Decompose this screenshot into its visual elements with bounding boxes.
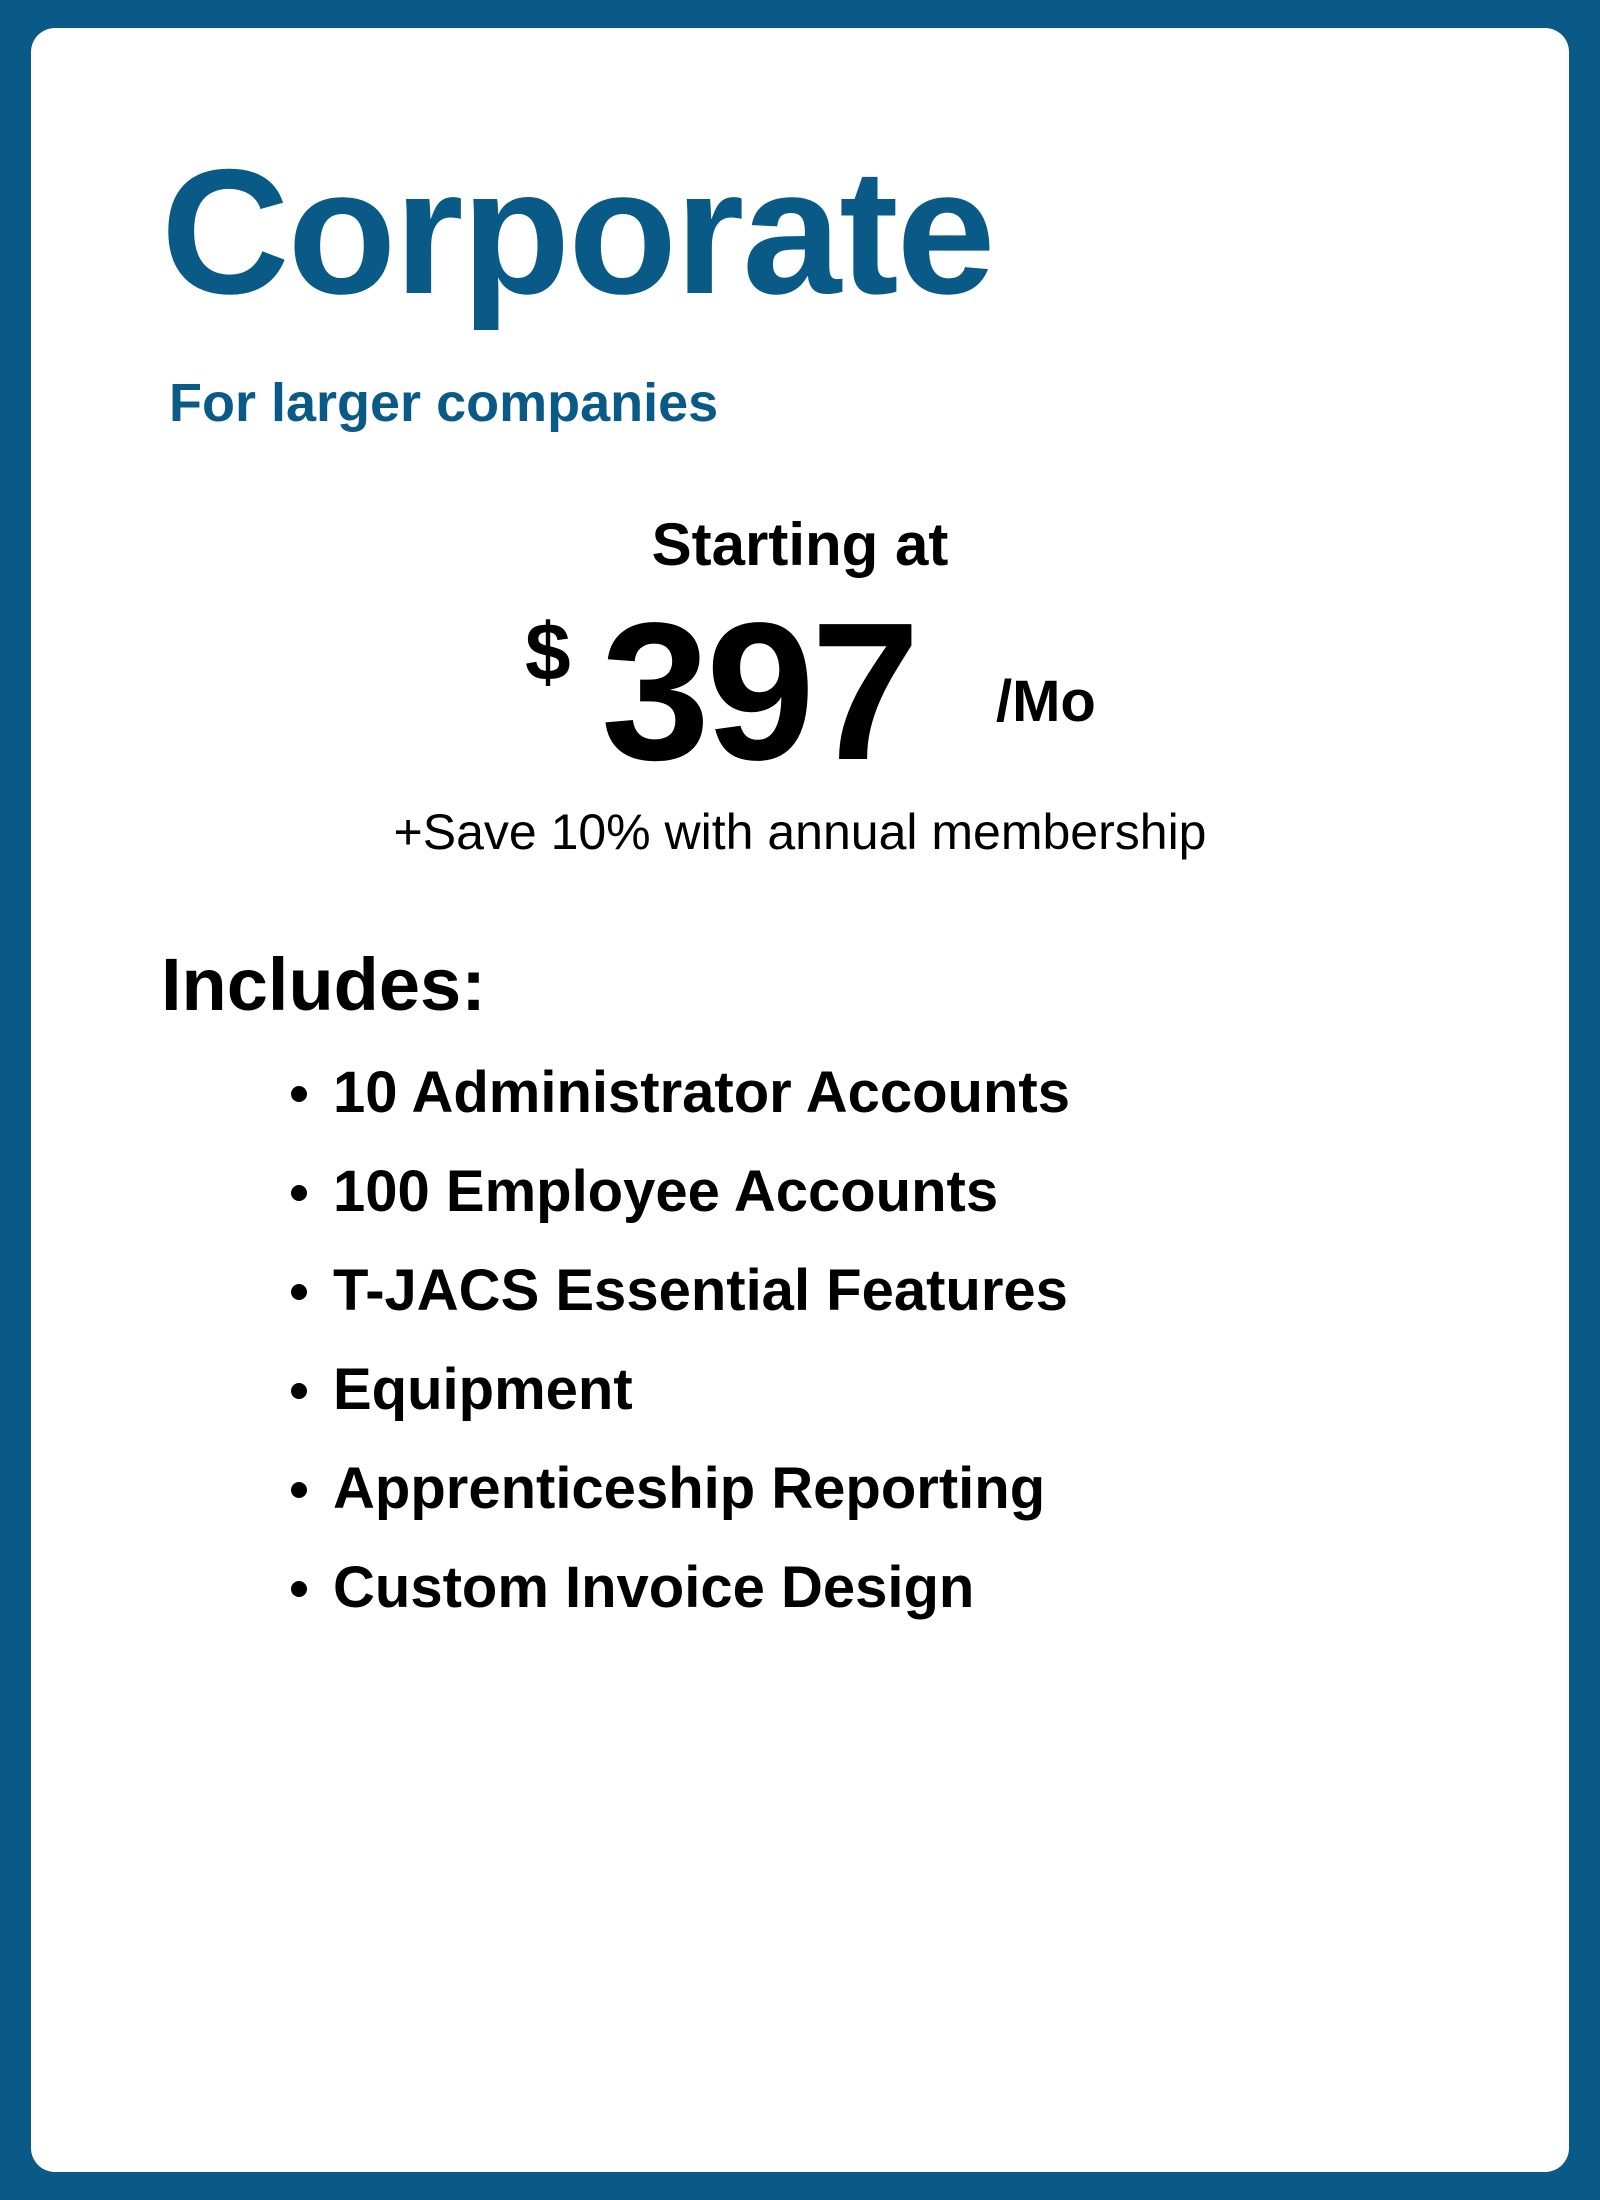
bullet-icon: [291, 1284, 307, 1300]
price-period: /Mo: [996, 669, 1096, 734]
feature-label: Equipment: [333, 1357, 633, 1422]
bullet-icon: [291, 1086, 307, 1102]
annual-savings-note: +Save 10% with annual membership: [393, 804, 1207, 860]
feature-label: 10 Administrator Accounts: [333, 1060, 1070, 1125]
feature-label: T-JACS Essential Features: [333, 1258, 1068, 1323]
starting-at-label: Starting at: [651, 511, 949, 578]
plan-name: Corporate: [161, 132, 994, 331]
plan-tagline: For larger companies: [169, 373, 719, 433]
includes-heading: Includes:: [161, 943, 486, 1026]
pricing-card: [31, 28, 1569, 2172]
feature-label: 100 Employee Accounts: [333, 1159, 999, 1224]
price-currency: $: [525, 607, 571, 698]
bullet-icon: [291, 1185, 307, 1201]
bullet-icon: [291, 1482, 307, 1498]
bullet-icon: [291, 1581, 307, 1597]
feature-label: Apprenticeship Reporting: [333, 1456, 1046, 1521]
price-amount: 397: [601, 582, 917, 801]
feature-label: Custom Invoice Design: [333, 1555, 975, 1620]
bullet-icon: [291, 1383, 307, 1399]
